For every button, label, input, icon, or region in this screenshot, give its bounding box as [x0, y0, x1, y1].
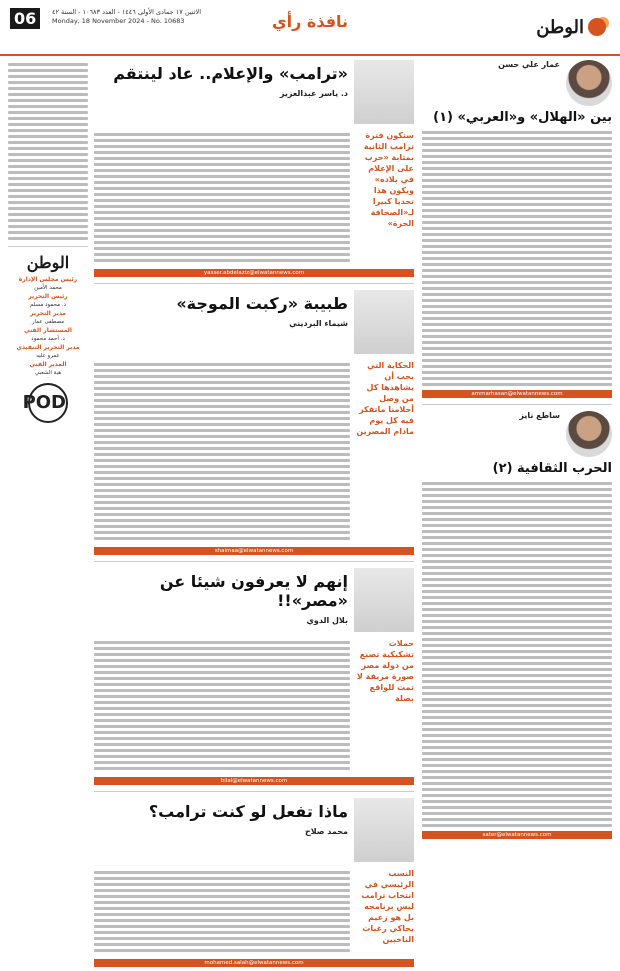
divider [8, 246, 88, 247]
author-email[interactable]: sater@elwatannews.com [422, 831, 612, 839]
article-title: طبيبة «ركبت الموجة» [176, 294, 348, 313]
author-name: عمار علي حسن [498, 60, 560, 69]
page-number: 06 [10, 8, 40, 29]
author-box [94, 798, 414, 862]
article-title: ماذا تفعل لو كنت ترامب؟ [148, 802, 348, 821]
article-title: الحرب الثقافية (٢) [492, 461, 612, 476]
author-email[interactable]: yasser.abdelaziz@elwatannews.com [94, 269, 414, 277]
author-photo [354, 60, 414, 124]
article-center-4 [94, 798, 414, 967]
divider [422, 404, 612, 405]
author-email[interactable]: bilal@elwatannews.com [94, 777, 414, 785]
newspaper-name: الوطن [536, 16, 584, 38]
left-column-text [8, 63, 88, 240]
author-photo [354, 798, 414, 862]
date-line [52, 8, 201, 26]
article-right-1 [422, 60, 612, 398]
article-body [94, 868, 350, 955]
section-label: نافذة رأي [271, 12, 349, 31]
center-column [94, 60, 414, 971]
author-box [422, 411, 612, 457]
pull-quote: ستكون فترة ترامب الثانية بمثابة «حرب على الإعلام في بلاده» ويكون هذا تحديا كبيرا لـ«الصحافة الحرة» [363, 131, 414, 228]
author-box [94, 60, 414, 124]
author-name: محمد صلاح [304, 827, 348, 836]
author-email[interactable]: mohamed.salah@elwatannews.com [94, 959, 414, 967]
author-box [422, 60, 612, 106]
author-box [94, 568, 414, 632]
author-box [94, 290, 414, 354]
left-column [8, 60, 88, 429]
author-name: ساطع نايز [519, 411, 560, 420]
article-body [422, 482, 612, 827]
author-name: بلال الدوي [306, 616, 348, 625]
author-photo [354, 290, 414, 354]
article-right-2 [422, 411, 612, 839]
article-center-1 [94, 60, 414, 277]
staff-item: رئيس التحرير د. محمود مسلم [28, 293, 68, 308]
article-title: بين «الهلال» و«العربي» (١) [433, 110, 612, 125]
divider [94, 561, 414, 562]
author-email[interactable]: shaimaa@elwatannews.com [94, 547, 414, 555]
article-body [94, 130, 350, 265]
article-body [94, 360, 350, 543]
author-name: شيماء البرديني [289, 319, 348, 328]
divider [94, 283, 414, 284]
article-title: «ترامب» والإعلام.. عاد لينتقم [113, 64, 348, 83]
article-center-3 [94, 568, 414, 785]
staff-item: مدير التحرير مصطفى عمار [29, 310, 67, 325]
article-center-2 [94, 290, 414, 555]
author-photo [566, 60, 612, 106]
author-name: د. ياسر عبدالعزيز [279, 89, 348, 98]
author-photo [354, 568, 414, 632]
staff-item: المستشار الفني د. أحمد محمود [24, 327, 72, 342]
logo-icon [588, 18, 606, 36]
staff-item: مدير التحرير التنفيذي عمرو عليه [16, 344, 80, 359]
pull-quote: الحكاية التي يجب أن يشاهدها كل من وصل أحلامنا ماتفكر فيه كل يوم مادام المصرين [356, 361, 414, 436]
author-email[interactable]: ammarhasan@elwatannews.com [422, 390, 612, 398]
staff-item: المدير الفني هبة الشعبي [29, 361, 67, 376]
article-title: إنهم لا يعرفون شيئا عن «مصر»!! [159, 572, 348, 610]
pull-quote: النسب الرئيسي في انتخاب ترامب ليس برنامجه بل هو زعيم يحاكي رغبات الناخبين [361, 869, 414, 944]
staff-item: رئيس مجلس الإدارة محمد الأمين [18, 276, 78, 291]
right-column [422, 60, 612, 843]
page-header [0, 0, 620, 56]
newspaper-logo [528, 14, 606, 40]
staff-list [8, 276, 88, 377]
pull-quote: حملات تشكيكية تصنع من دولة مصر صورة مزيفة لا تمت للواقع بصلة [356, 639, 414, 703]
article-body [94, 638, 350, 773]
article-body [422, 131, 612, 386]
masthead-logo: الوطن [26, 253, 70, 272]
date-line-english: Monday, 18 November 2024 - No. 10683 [52, 17, 185, 25]
author-photo [566, 411, 612, 457]
pod-logo: POD [28, 383, 68, 423]
divider [94, 791, 414, 792]
date-line-arabic: الاثنين ١٧ جمادى الأولى ١٤٤٦ - العدد ١٠٦٨٣ - السنة ٤٢ [52, 8, 202, 16]
